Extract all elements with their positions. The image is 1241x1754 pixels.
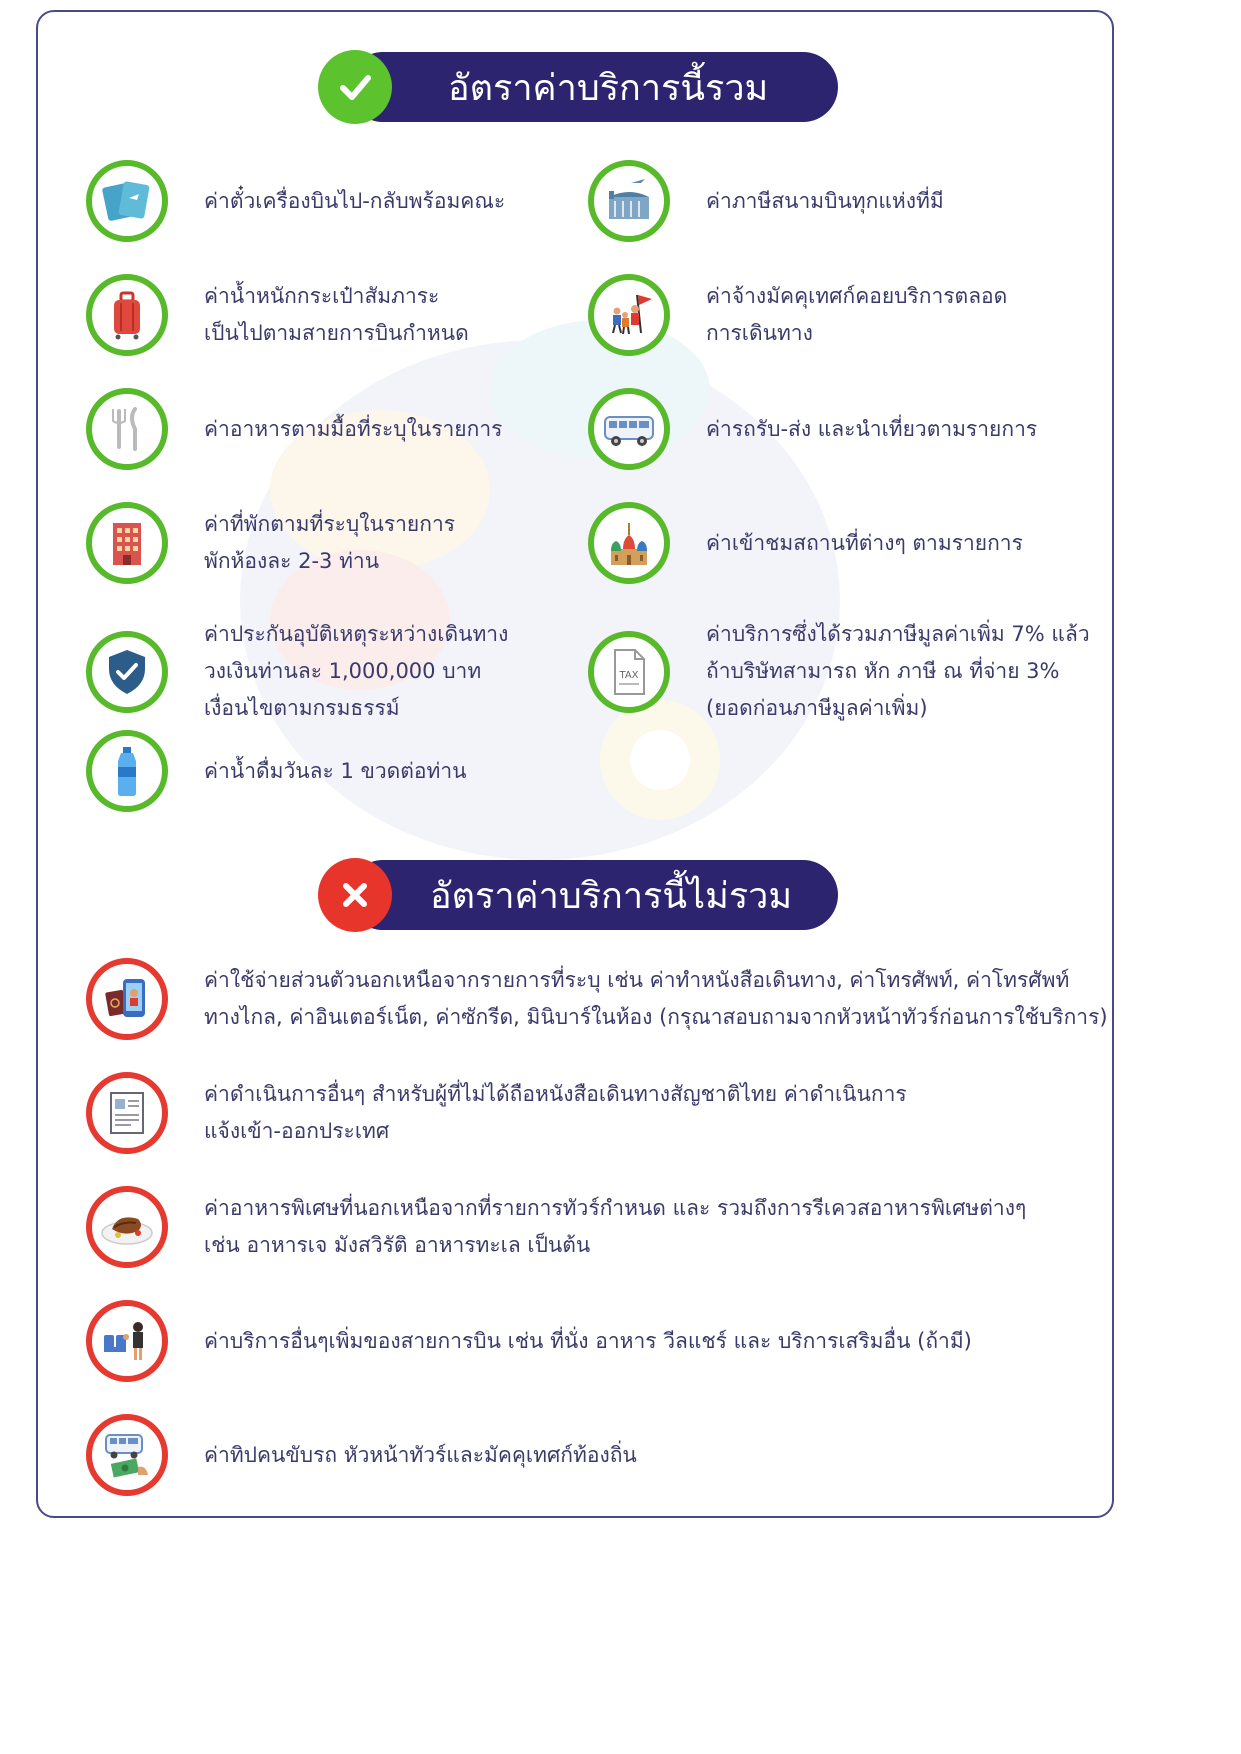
bus-icon — [588, 388, 670, 470]
landmark-icon — [588, 502, 670, 584]
excluded-item — [86, 1300, 972, 1382]
included-item — [86, 160, 505, 242]
shield-icon — [86, 631, 168, 713]
excluded-text: เช่น อาหารเจ มังสวิรัติ อาหารทะเล เป็นต้น — [204, 1233, 591, 1257]
included-text: ค่าเข้าชมสถานที่ต่างๆ ตามรายการ — [706, 530, 1023, 555]
included-text: ค่าน้ำหนักกระเป๋าสัมภาระ — [204, 284, 440, 308]
hotel-icon — [86, 502, 168, 584]
tax-icon — [588, 631, 670, 713]
included-text: ค่ารถรับ-ส่ง และนำเที่ยวตามรายการ — [706, 416, 1038, 441]
svg-text:TAX: TAX — [619, 669, 639, 681]
water-bottle-icon — [86, 730, 168, 812]
included-text: ค่าอาหารตามมื้อที่ระบุในรายการ — [204, 416, 503, 441]
included-text: ถ้าบริษัทสามารถ หัก ภาษี ณ ที่จ่าย 3% — [706, 659, 1060, 683]
included-text: วงเงินท่านละ 1,000,000 บาท — [204, 659, 482, 683]
excluded-item — [86, 1072, 907, 1154]
close-icon — [318, 858, 392, 932]
excluded-header — [318, 860, 838, 930]
included-item — [86, 502, 455, 584]
excluded-title: อัตราค่าบริการนี้ไม่รวม — [348, 860, 838, 930]
included-text: ค่าที่พักตามที่ระบุในรายการ — [204, 512, 456, 536]
excluded-text: ค่าดำเนินการอื่นๆ สำหรับผู้ที่ไม่ได้ถือหนังสือเดินทางสัญชาติไทย ค่าดำเนินการ — [204, 1082, 907, 1106]
included-title: อัตราค่าบริการนี้รวม — [348, 52, 838, 122]
included-item — [86, 388, 502, 470]
excluded-text: ทางไกล, ค่าอินเตอร์เน็ต, ค่าซักรีด, มินิบาร์ในห้อง (กรุณาสอบถามจากหัวหน้าทัวร์ก่อนการใช้บริการ) — [204, 1005, 1108, 1029]
included-item — [588, 160, 944, 242]
included-item — [86, 274, 469, 356]
excluded-text: ค่าใช้จ่ายส่วนตัวนอกเหนือจากรายการที่ระบุ เช่น ค่าทำหนังสือเดินทาง, ค่าโทรศัพท์, ค่าโทรศัพท์ — [204, 968, 1070, 992]
ticket-icon — [86, 160, 168, 242]
included-text: ค่าประกันอุบัติเหตุระหว่างเดินทาง — [204, 622, 509, 646]
document-icon — [86, 1072, 168, 1154]
included-text: ค่าบริการซึ่งได้รวมภาษีมูลค่าเพิ่ม 7% แล้ว — [706, 622, 1090, 646]
included-item — [86, 730, 467, 812]
included-text: การเดินทาง — [706, 321, 813, 345]
excluded-item — [86, 1414, 637, 1496]
included-item — [588, 616, 1090, 727]
airport-icon — [588, 160, 670, 242]
special-meal-icon — [86, 1186, 168, 1268]
included-text: (ยอดก่อนภาษีมูลค่าเพิ่ม) — [706, 696, 928, 720]
included-item — [588, 388, 1037, 470]
included-text: ค่าภาษีสนามบินทุกแห่งที่มี — [706, 188, 944, 213]
passport-phone-icon — [86, 958, 168, 1040]
excluded-text: ค่าบริการอื่นๆเพิ่มของสายการบิน เช่น ที่นั่ง อาหาร วีลแชร์ และ บริการเสริมอื่น (ถ้ามี) — [204, 1328, 972, 1353]
included-text: พักห้องละ 2-3 ท่าน — [204, 549, 380, 573]
luggage-icon — [86, 274, 168, 356]
tip-icon — [86, 1414, 168, 1496]
included-header — [318, 52, 838, 122]
airline-seat-icon — [86, 1300, 168, 1382]
utensils-icon — [86, 388, 168, 470]
included-text: ค่าจ้างมัคคุเทศก์คอยบริการตลอด — [706, 284, 1008, 308]
included-text: ค่าน้ำดื่มวันละ 1 ขวดต่อท่าน — [204, 758, 467, 783]
excluded-item — [86, 958, 1108, 1040]
included-item — [588, 274, 1007, 356]
excluded-text: ค่าทิปคนขับรถ หัวหน้าทัวร์และมัคคุเทศก์ท้องถิ่น — [204, 1442, 637, 1467]
check-icon — [318, 50, 392, 124]
excluded-text: ค่าอาหารพิเศษที่นอกเหนือจากที่รายการทัวร์กำหนด และ รวมถึงการรีเควสอาหารพิเศษต่างๆ — [204, 1196, 1027, 1220]
included-text: เงื่อนไขตามกรมธรรม์ — [204, 696, 400, 720]
included-text: เป็นไปตามสายการบินกำหนด — [204, 321, 469, 345]
excluded-item — [86, 1186, 1026, 1268]
excluded-text: แจ้งเข้า-ออกประเทศ — [204, 1119, 390, 1143]
included-item — [588, 502, 1023, 584]
tour-guide-icon — [588, 274, 670, 356]
included-text: ค่าตั๋วเครื่องบินไป-กลับพร้อมคณะ — [204, 188, 506, 213]
included-item — [86, 616, 508, 727]
